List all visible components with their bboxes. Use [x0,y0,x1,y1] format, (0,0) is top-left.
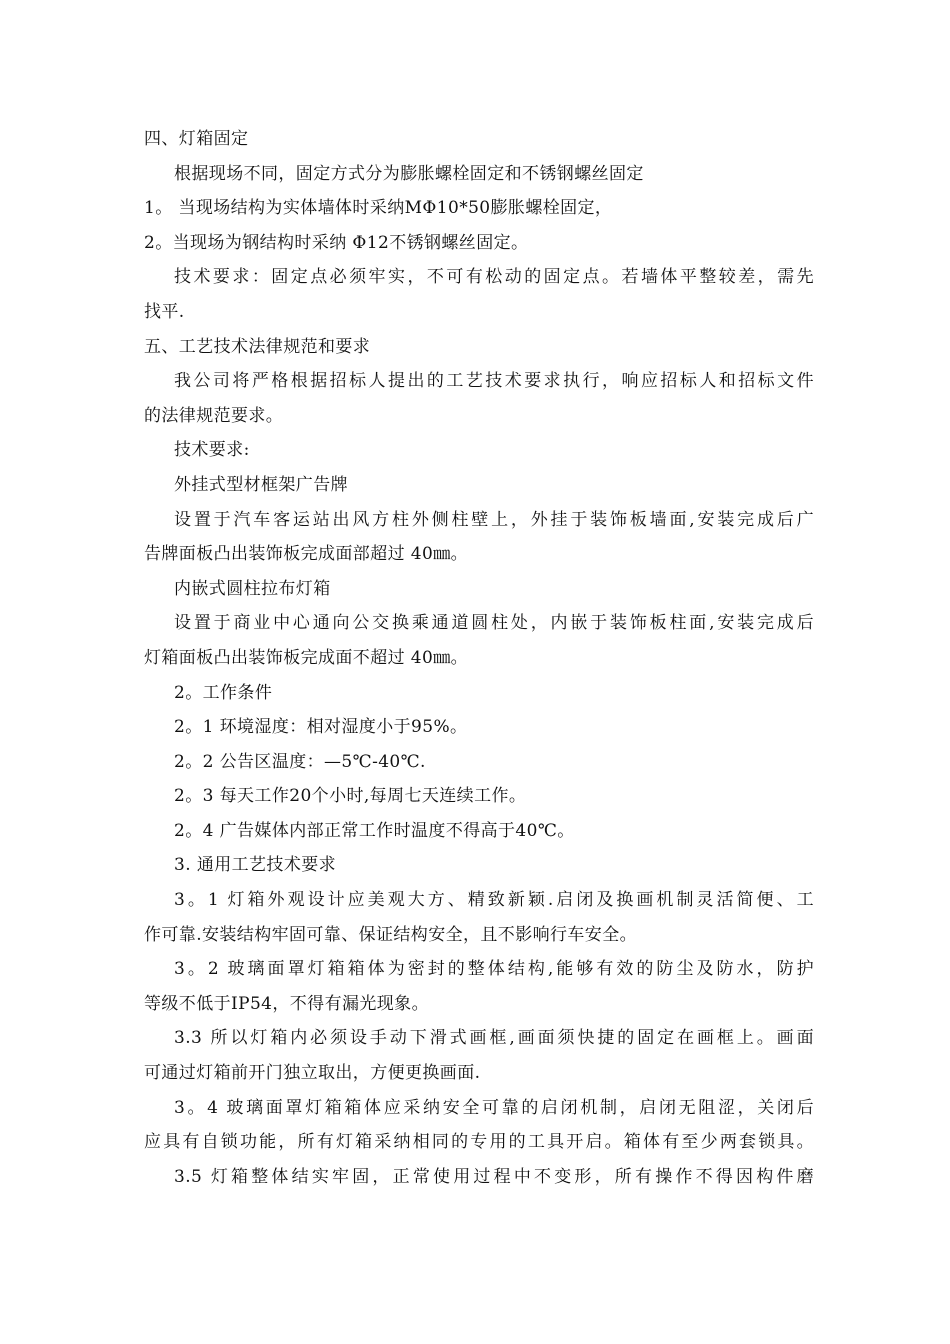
text-line: 五、工艺技术法律规范和要求 [144,336,371,357]
text-line: 等级不低于IP54，不得有漏光现象。 [144,993,429,1014]
text-line: 3.5 灯箱整体结实牢固，正常使用过程中不变形，所有操作不得因构件磨 [174,1166,814,1187]
text-line: 四、灯箱固定 [144,129,249,149]
text-line: 2。3 每天工作20个小时,每周七天连续工作。 [174,786,527,807]
text-line: 技术要求: [174,440,250,461]
text-line: 1。 当现场结构为实体墙体时采纳MΦ10*50膨胀螺栓固定， [144,198,613,219]
text-line: 设置于商业中心通向公交换乘通道圆柱处，内嵌于装饰板柱面,安装完成后 [174,613,814,634]
text-line: 2。当现场为钢结构时采纳 Φ12不锈钢螺丝固定。 [144,232,529,253]
text-line: 2。工作条件 [174,682,273,703]
text-line: 2。1 环境湿度：相对湿度小于95%。 [174,717,468,738]
text-line: 技术要求：固定点必须牢实，不可有松动的固定点。若墙体平整较差，需先 [174,267,814,288]
text-line: 2。4 广告媒体内部正常工作时温度不得高于40℃。 [174,820,575,841]
text-line: 找平. [144,301,185,322]
text-line: 告牌面板凸出装饰板完成面部超过 40㎜。 [144,544,469,565]
text-line: 应具有自锁功能，所有灯箱采纳相同的专用的工具开启。箱体有至少两套锁具。 [144,1132,814,1153]
text-line: 2。2 公告区温度：—5℃-40℃. [174,751,426,772]
text-line: 3。4 玻璃面罩灯箱箱体应采纳安全可靠的启闭机制，启闭无阻涩，关闭后 [174,1097,814,1118]
text-line: 3。1 灯箱外观设计应美观大方、精致新颖.启闭及换画机制灵活简便、工 [174,890,814,911]
text-line: 我公司将严格根据招标人提出的工艺技术要求执行，响应招标人和招标文件 [174,371,814,392]
text-line: 的法律规范要求。 [144,405,284,426]
text-line: 灯箱面板凸出装饰板完成面不超过 40㎜。 [144,647,469,668]
text-line: 3. 通用工艺技术要求 [174,855,337,876]
text-line: 3。2 玻璃面罩灯箱箱体为密封的整体结构,能够有效的防尘及防水，防护 [174,959,814,980]
text-line: 根据现场不同，固定方式分为膨胀螺栓固定和不锈钢螺丝固定 [174,163,644,184]
text-line: 外挂式型材框架广告牌 [174,474,348,495]
text-line: 3.3 所以灯箱内必须设手动下滑式画框,画面须快捷的固定在画框上。画面 [174,1028,814,1049]
text-line: 作可靠.安装结构牢固可靠、保证结构安全，且不影响行车安全。 [144,924,638,945]
text-line: 可通过灯箱前开门独立取出，方便更换画面. [144,1063,481,1084]
text-line: 内嵌式圆柱拉布灯箱 [174,578,331,599]
text-line: 设置于汽车客运站出风方柱外侧柱壁上，外挂于装饰板墙面,安装完成后广 [174,509,814,530]
document-body [144,122,814,1194]
